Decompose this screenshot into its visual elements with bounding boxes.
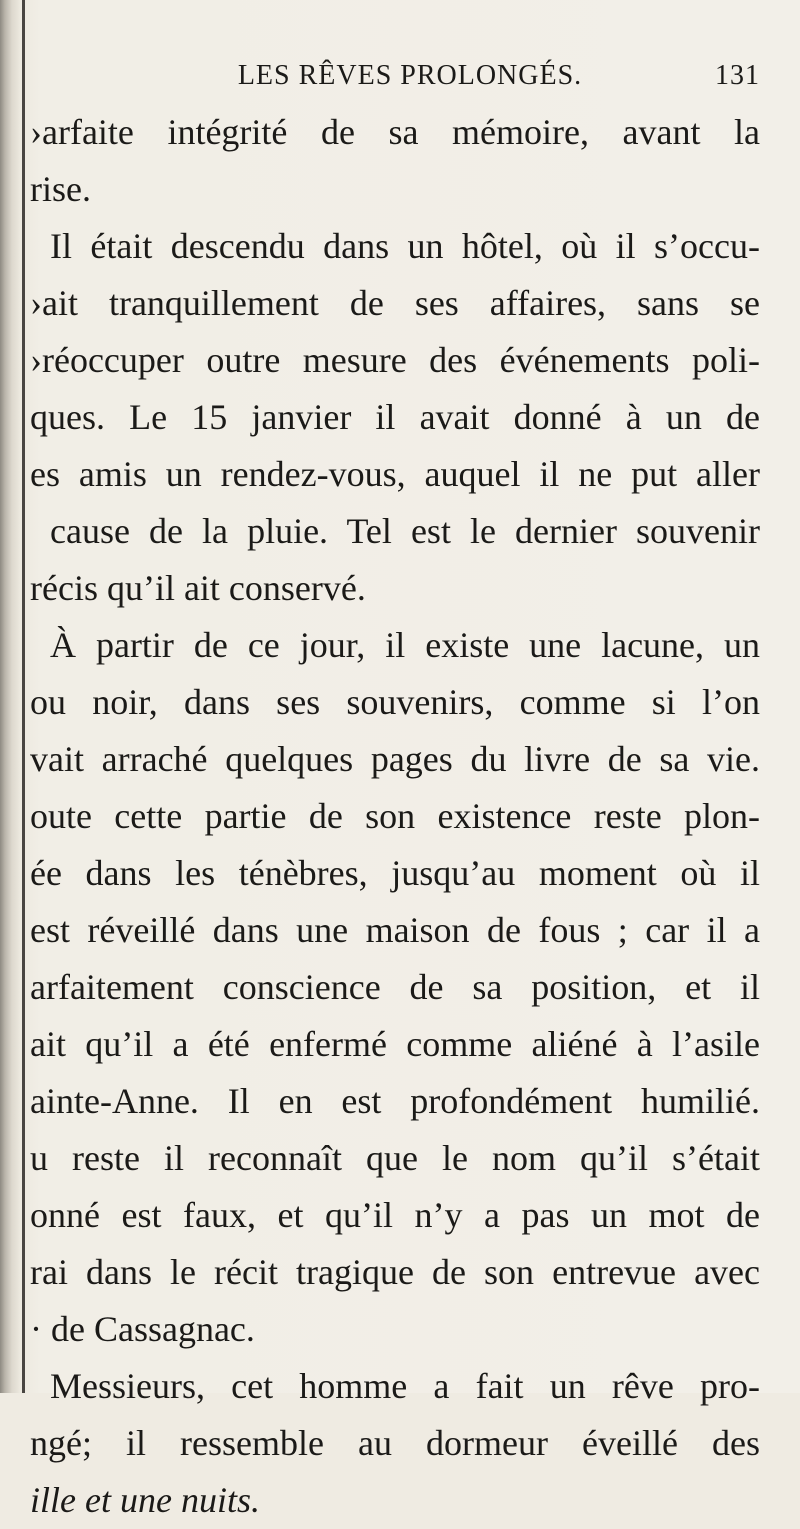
text-line: À partir de ce jour, il existe une lacune, un: [50, 625, 760, 665]
text-line: ngé; il ressemble au dormeur éveillé des: [30, 1423, 760, 1463]
running-head: [60, 60, 760, 100]
text-line: arfaitement conscience de sa position, et il: [30, 967, 760, 1007]
text-line: vait arraché quelques pages du livre de sa vie.: [30, 739, 760, 779]
text-line: Messieurs, cet homme a fait un rêve pro-: [50, 1366, 760, 1406]
text-line: ques. Le 15 janvier il avait donné à un de: [30, 397, 760, 437]
text-line: rai dans le récit tragique de son entrevue avec: [30, 1252, 760, 1292]
text-line: ait qu’il a été enfermé comme aliéné à l’asile: [30, 1024, 760, 1064]
text-line: récis qu’il ait conservé.: [30, 568, 366, 608]
text-line: est réveillé dans une maison de fous ; car il a: [30, 910, 760, 950]
text-line: cause de la pluie. Tel est le dernier souvenir: [50, 511, 760, 551]
text-line: ›arfaite intégrité de sa mémoire, avant la: [30, 112, 760, 152]
text-line: ›ait tranquillement de ses affaires, sans se: [30, 283, 760, 323]
spine-edge: [22, 0, 25, 1393]
text-line: ou noir, dans ses souvenirs, comme si l’on: [30, 682, 760, 722]
text-line: ›réoccuper outre mesure des événements poli-: [30, 340, 760, 380]
text-line: Il était descendu dans un hôtel, où il s’occu-: [50, 226, 760, 266]
body-text: [30, 104, 760, 1529]
text-line: ille et une nuits.: [30, 1480, 260, 1520]
text-line: ainte-Anne. Il en est profondément humilié.: [30, 1081, 760, 1121]
text-line: ée dans les ténèbres, jusqu’au moment où il: [30, 853, 760, 893]
text-line: u reste il reconnaît que le nom qu’il s’était: [30, 1138, 760, 1178]
text-line: · de Cassagnac.: [30, 1309, 255, 1349]
text-line: es amis un rendez-vous, auquel il ne put aller: [30, 454, 760, 494]
running-title: LES RÊVES PROLONGÉS.: [237, 60, 583, 91]
text-line: onné est faux, et qu’il n’y a pas un mot de: [30, 1195, 760, 1235]
text-line: rise.: [30, 169, 91, 209]
text-line: oute cette partie de son existence reste plon-: [30, 796, 760, 836]
page-number: 131: [715, 60, 760, 91]
spine-shadow: [0, 0, 20, 1393]
